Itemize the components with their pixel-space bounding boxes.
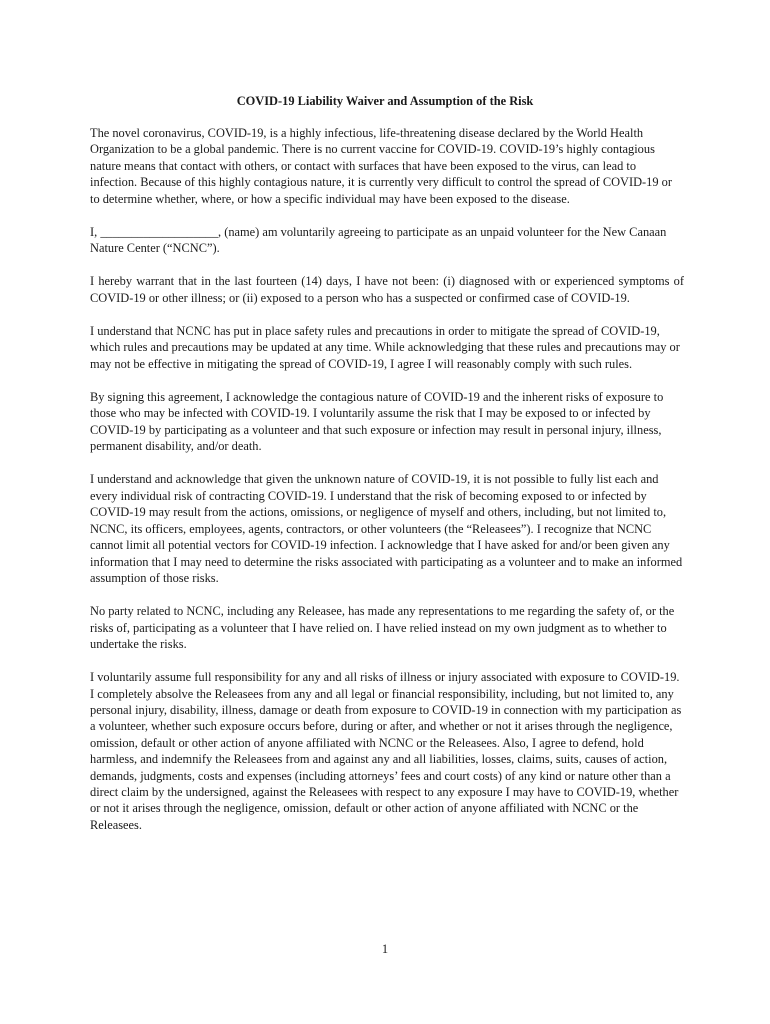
paragraph-full-responsibility: I voluntarily assume full responsibility for any and all risks of illness or injury associated with exposure to COVID-19. I completely absolve the Releasees from any and all legal or financial responsibility, including, but not limited to, any personal injury, disability, illness, damage or death from exposure to COVID-19 in connection with my participation as a volunteer, whether such exposure occurs before, during or after, and whether or not it arises through the negligence, omission, default or other action of anyone affiliated with NCNC or the Releasees. Also, I agree to defend, hold harmless, and indemnify the Releasees from and against any and all liabilities, losses, claims, suits, causes of action, demands, judgments, costs and expenses (including attorneys’ fees and court costs) of any kind or nature other than a direct claim by the undersigned, against the Releasees with respect to any exposure I may have to COVID-19, whether or not it arises through the negligence, omission, default or other action of anyone affiliated with NCNC or the Releasees. xyxy=(90,670,682,832)
document-body xyxy=(90,125,684,850)
paragraph-safety-rules: I understand that NCNC has put in place safety rules and precautions in order to mitigate the spread of COVID-19, which rules and precautions may be updated at any time. While acknowledging that these rules and precautions may or may not be effective in mitigating the spread of COVID-19, I agree I will reasonably comply with such rules. xyxy=(90,324,680,371)
paragraph-unknown-risks: I understand and acknowledge that given the unknown nature of COVID-19, it is not possible to fully list each and every individual risk of contracting COVID-19. I understand that the risk of becoming exposed to or infected by COVID-19 may result from the actions, omissions, or negligence of myself and others, including, but not limited to, NCNC, its officers, employees, agents, contractors, or other volunteers (the “Releasees”). I recognize that NCNC cannot limit all potential vectors for COVID-19 infection. I acknowledge that I have asked for and/or been given any information that I may need to determine the risks associated with participating as a volunteer and to make an informed assumption of those risks. xyxy=(90,472,683,585)
paragraph-health-warranty: I hereby warrant that in the last fourteen (14) days, I have not been: (i) diagnosed with or experienced symptoms of COVID-19 or other illness; or (ii) exposed to a person who has a suspected or confirmed case of COVID-19. xyxy=(90,274,684,305)
paragraph-no-representations: No party related to NCNC, including any Releasee, has made any representations to me regarding the safety of, or the risks of, participating as a volunteer that I have relied on. I have relied instead on my own judgment as to whether to undertake the risks. xyxy=(90,604,675,651)
paragraph-volunteer-name: I, ___________________, (name) am voluntarily agreeing to participate as an unpaid volunteer for the New Canaan Nature Center (“NCNC”). xyxy=(90,224,667,256)
paragraph-acknowledge-risk: By signing this agreement, I acknowledge the contagious nature of COVID-19 and the inherent risks of exposure to those who may be infected with COVID-19. I voluntarily assume the risk that I may be exposed to or infected by COVID-19 by participating as a volunteer and that such exposure or infection may result in personal injury, illness, permanent disability, and/or death. xyxy=(90,390,664,454)
page-number: 1 xyxy=(381,942,389,956)
paragraph-pandemic-background: The novel coronavirus, COVID-19, is a highly infectious, life-threatening disease declared by the World Health Organization to be a global pandemic. There is no current vaccine for COVID-19. COVID-19’s highly contagious nature means that contact with others, or contact with surfaces that have been exposed to the virus, can lead to infection. Because of this highly contagious nature, it is currently very difficult to control the spread of COVID-19 or to determine whether, where, or how a specific individual may have been exposed to the disease. xyxy=(90,126,672,206)
document-title: COVID-19 Liability Waiver and Assumption of the Risk xyxy=(236,94,534,108)
